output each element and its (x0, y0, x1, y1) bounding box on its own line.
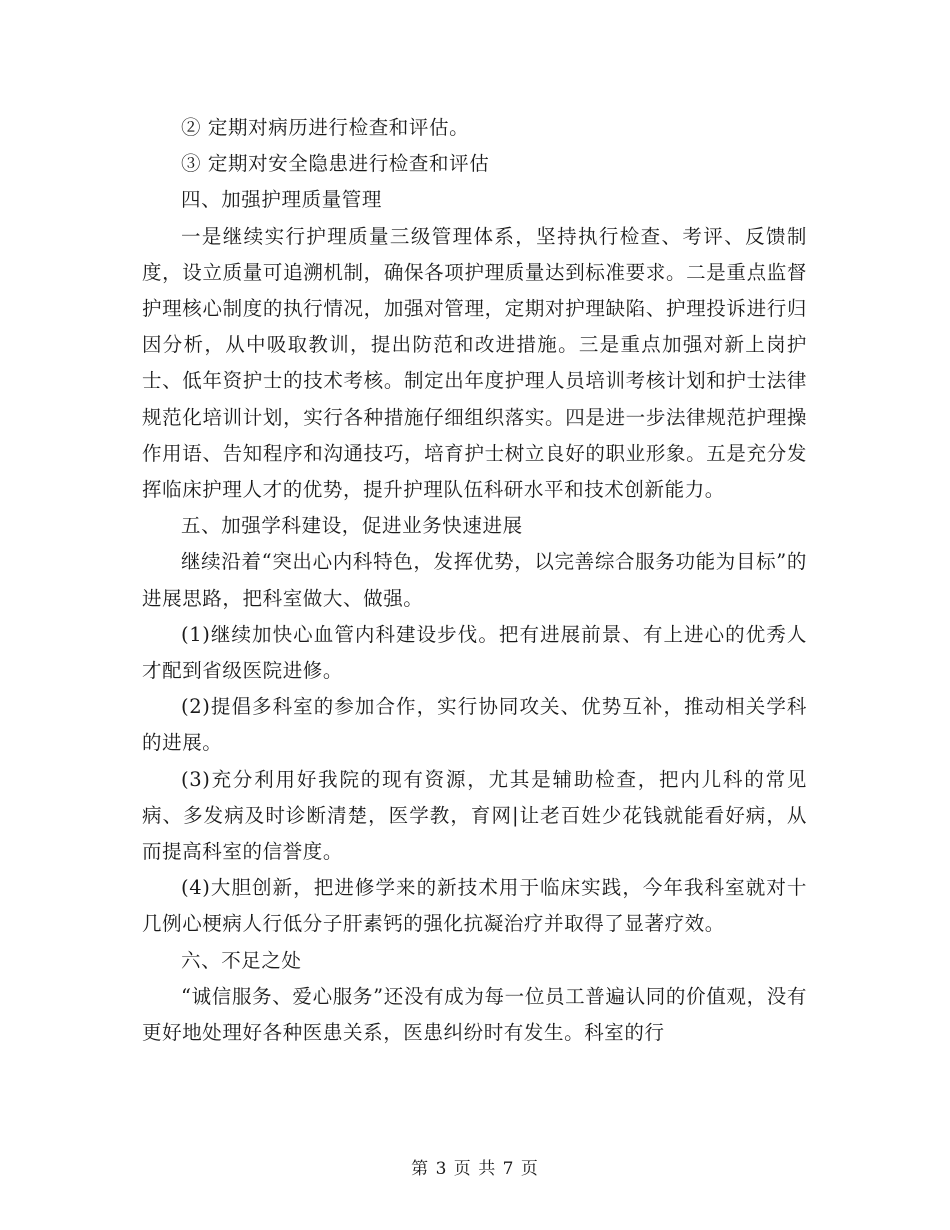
section-heading-discipline-building: 五、加强学科建设，促进业务快速进展 (181, 514, 523, 538)
list-item-safety-hazard-review: ③ 定期对安全隐患进行检查和评估 (181, 152, 490, 176)
list-item-3: (3)充分利用好我院的现有资源，尤其是辅助检查，把内儿科的常见病、多发病及时诊断清楚，医学教，育网|让老百姓少花钱就能看好病，从而提高科室的信誉度。 (142, 767, 807, 864)
paragraph-shortcomings: “诚信服务、爱心服务”还没有成为每一位员工普遍认同的价值观，没有更好地处理好各种医患关系，医患纠纷时有发生。科室的行 (142, 984, 807, 1045)
list-item-1: (1)继续加快心血管内科建设步伐。把有进展前景、有上进心的优秀人才配到省级医院进修。 (142, 622, 807, 683)
section-heading-shortcomings: 六、不足之处 (181, 948, 302, 972)
list-item-2: (2)提倡多科室的参加合作，实行协同攻关、优势互补，推动相关学科的进展。 (142, 695, 807, 755)
paragraph-development-approach: 继续沿着“突出心内科特色，发挥优势，以完善综合服务功能为目标”的进展思路，把科室做大、做强。 (142, 550, 807, 610)
list-item-4: (4)大胆创新，把进修学来的新技术用于临床实践，今年我科室就对十几例心梗病人行低分子肝素钙的强化抗凝治疗并取得了显著疗效。 (142, 876, 807, 936)
page-footer: 第 3 页 共 7 页 (411, 1159, 539, 1179)
list-item-regular-record-review: ② 定期对病历进行检查和评估。 (181, 116, 470, 139)
document-body (142, 110, 807, 1051)
paragraph-nursing-quality: 一是继续实行护理质量三级管理体系，坚持执行检查、考评、反馈制度，设立质量可追溯机制，确保各项护理质量达到标准要求。二是重点监督护理核心制度的执行情况，加强对管理，定期对护理缺陷、护理投诉进行归因分析，从中吸取教训，提出防范和改进措施。三是重点加强对新上岗护士、低年资护士的技术考核。制定出年度护理人员培训考核计划和护士法律规范化培训计划，实行各种措施仔细组织落实。四是进一步法律规范护理操作用语、告知程序和沟通技巧，培育护士树立良好的职业形象。五是充分发挥临床护理人才的优势，提升护理队伍科研水平和技术创新能力。 (142, 224, 807, 502)
section-heading-nursing-quality: 四、加强护理质量管理 (181, 188, 383, 212)
